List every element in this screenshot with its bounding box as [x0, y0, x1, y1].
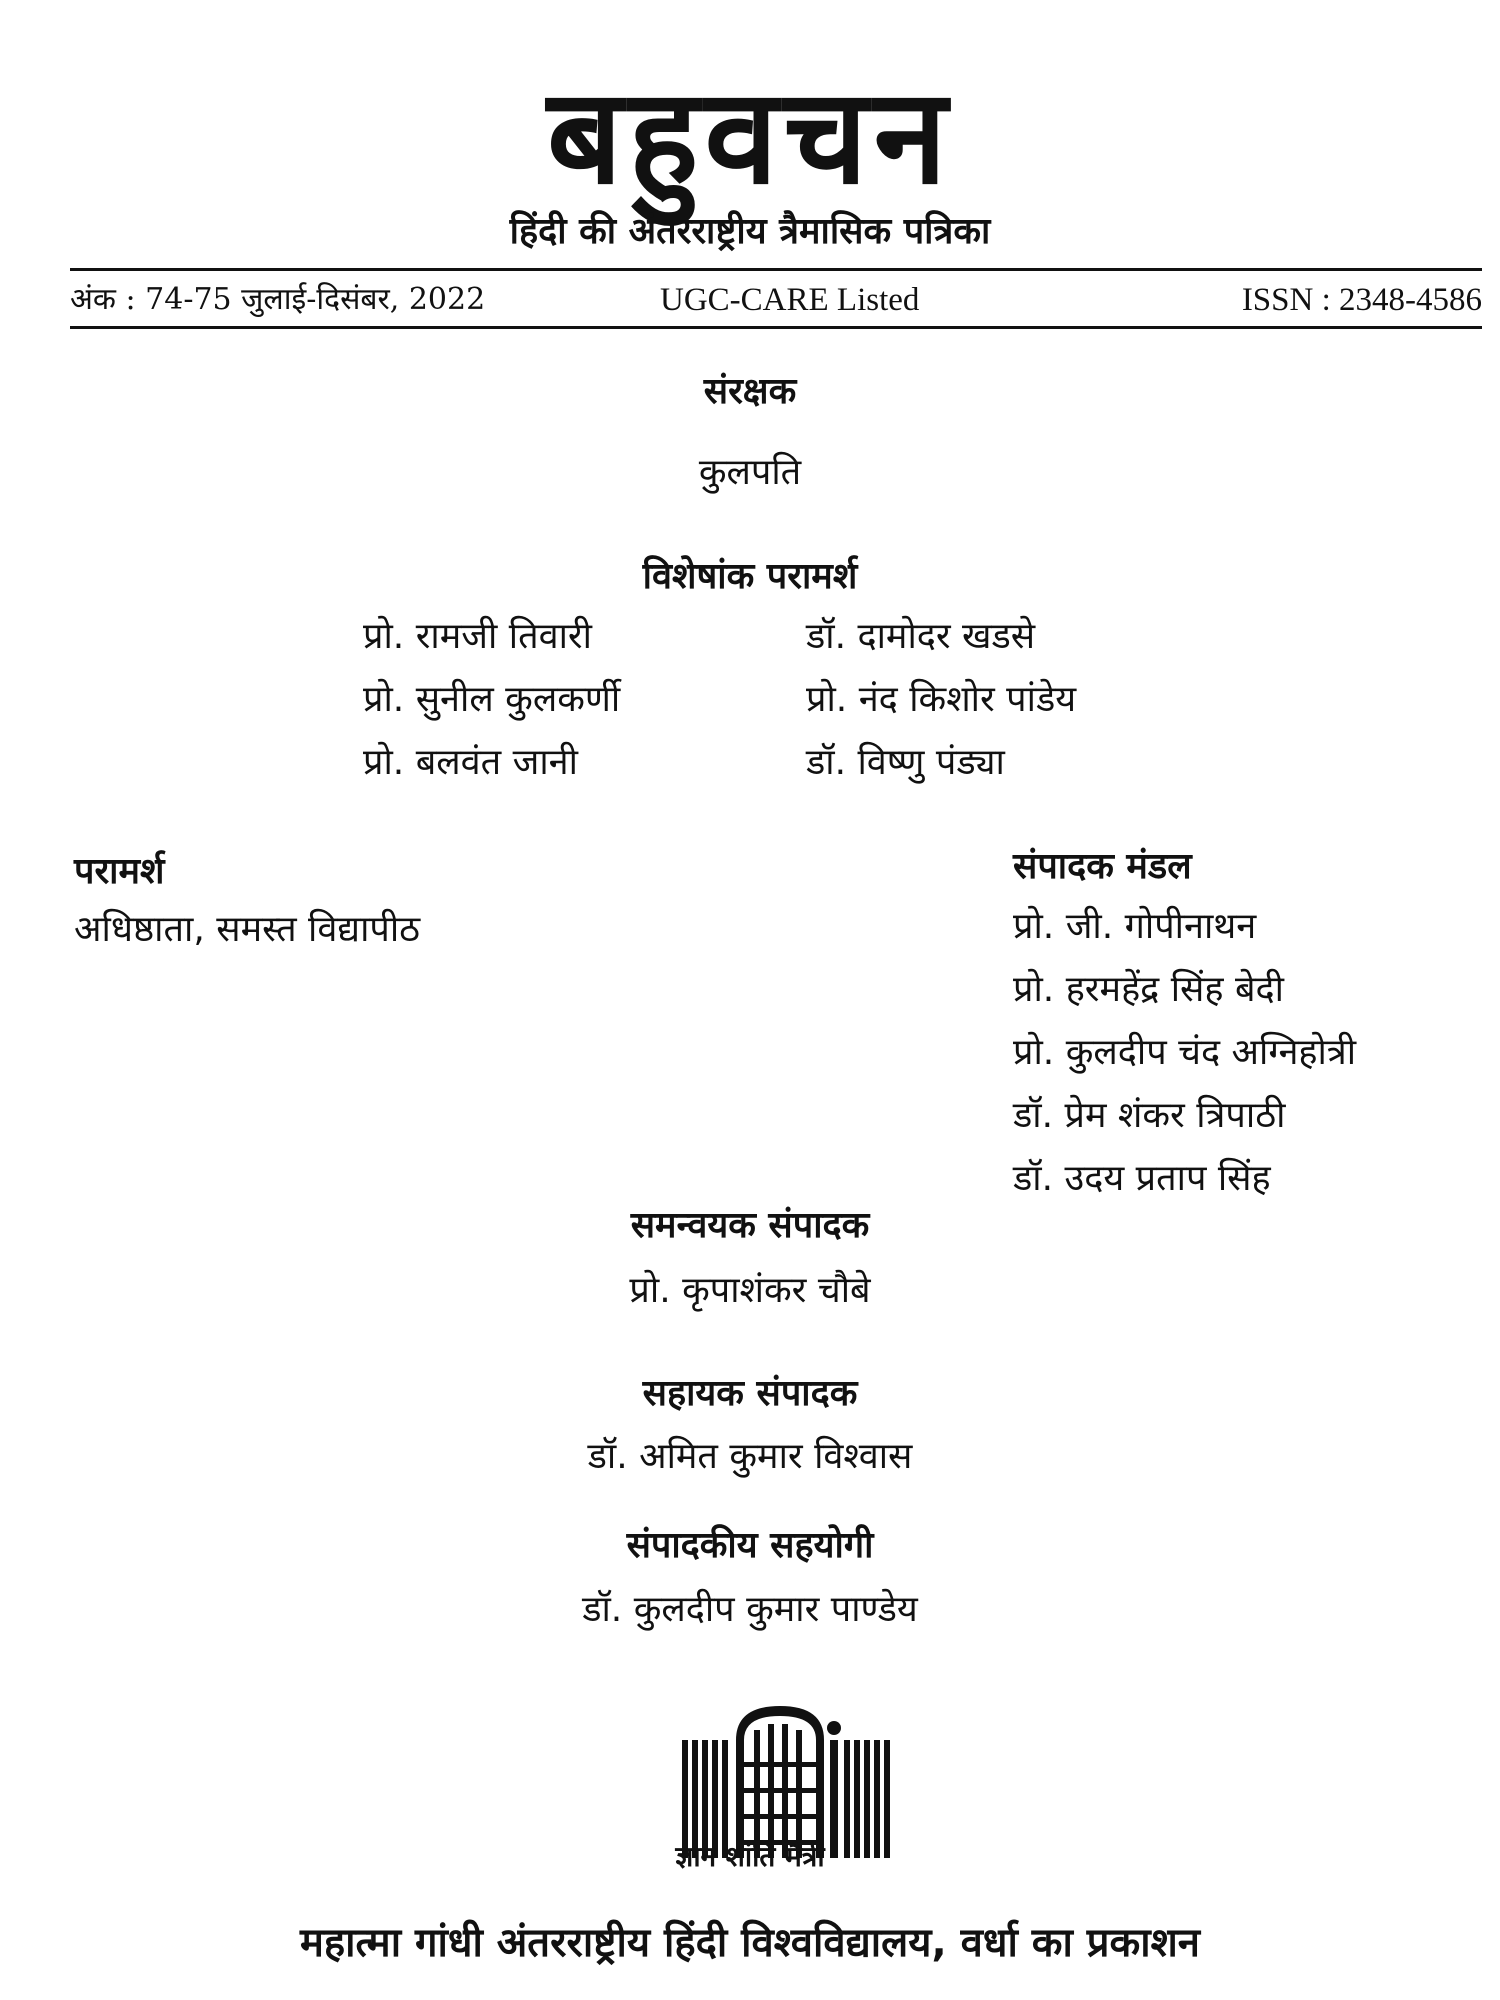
- editorial-board-heading: संपादक मंडल: [1013, 846, 1192, 887]
- board-member: प्रो. जी. गोपीनाथन: [1013, 906, 1257, 947]
- board-member: प्रो. कुलदीप चंद अग्निहोत्री: [1013, 1032, 1357, 1073]
- ugc-listing: UGC-CARE Listed: [660, 282, 920, 318]
- advice-heading: परामर्श: [74, 851, 165, 892]
- bottom-rule: [70, 326, 1482, 329]
- editorial-associate-name: डॉ. कुलदीप कुमार पाण्डेय: [582, 1589, 918, 1630]
- journal-subtitle: हिंदी की अंतरराष्ट्रीय त्रैमासिक पत्रिका: [509, 211, 991, 252]
- board-member: प्रो. हरमहेंद्र सिंह बेदी: [1013, 969, 1284, 1010]
- advisor-name: डॉ. दामोदर खडसे: [806, 616, 1036, 657]
- advisor-name: प्रो. सुनील कुलकर्णी: [363, 679, 621, 720]
- advisor-name: प्रो. नंद किशोर पांडेय: [806, 679, 1077, 720]
- special-advisory-left-column: [363, 612, 620, 801]
- coordinating-editor-name: प्रो. कृपाशंकर चौबे: [629, 1270, 871, 1311]
- editorial-associate-heading: संपादकीय सहयोगी: [626, 1525, 874, 1566]
- coordinating-editor-heading: समन्वयक संपादक: [630, 1205, 870, 1246]
- advisor-name: प्रो. रामजी तिवारी: [363, 616, 592, 657]
- special-advisory-right-column: [806, 612, 1076, 801]
- assistant-editor-name: डॉ. अमित कुमार विश्वास: [587, 1436, 913, 1477]
- publisher-line: महात्मा गांधी अंतरराष्ट्रीय हिंदी विश्वविद्यालय, वर्धा का प्रकाशन: [300, 1920, 1200, 1966]
- advice-value: अधिष्ठाता, समस्त विद्यापीठ: [74, 909, 421, 950]
- board-member: डॉ. प्रेम शंकर त्रिपाठी: [1013, 1095, 1286, 1136]
- issue-number: अंक : 74-75 जुलाई-दिसंबर, 2022: [70, 282, 486, 317]
- board-member: डॉ. उदय प्रताप सिंह: [1013, 1158, 1271, 1199]
- issn-number: ISSN : 2348-4586: [1241, 282, 1482, 318]
- editorial-board-list: [1013, 902, 1356, 1217]
- emblem-motto: ज्ञान शांति मैत्री: [675, 1840, 825, 1873]
- patron-heading: संरक्षक: [703, 371, 797, 412]
- advisor-name: प्रो. बलवंत जानी: [363, 742, 578, 783]
- top-rule: [70, 268, 1482, 271]
- journal-title: बहुवचन: [547, 60, 953, 214]
- advisor-name: डॉ. विष्णु पंड्या: [806, 742, 1005, 783]
- issue-bar: [70, 277, 1482, 323]
- special-advisory-heading: विशेषांक परामर्श: [642, 556, 858, 597]
- assistant-editor-heading: सहायक संपादक: [642, 1373, 858, 1414]
- patron-value: कुलपति: [698, 452, 802, 493]
